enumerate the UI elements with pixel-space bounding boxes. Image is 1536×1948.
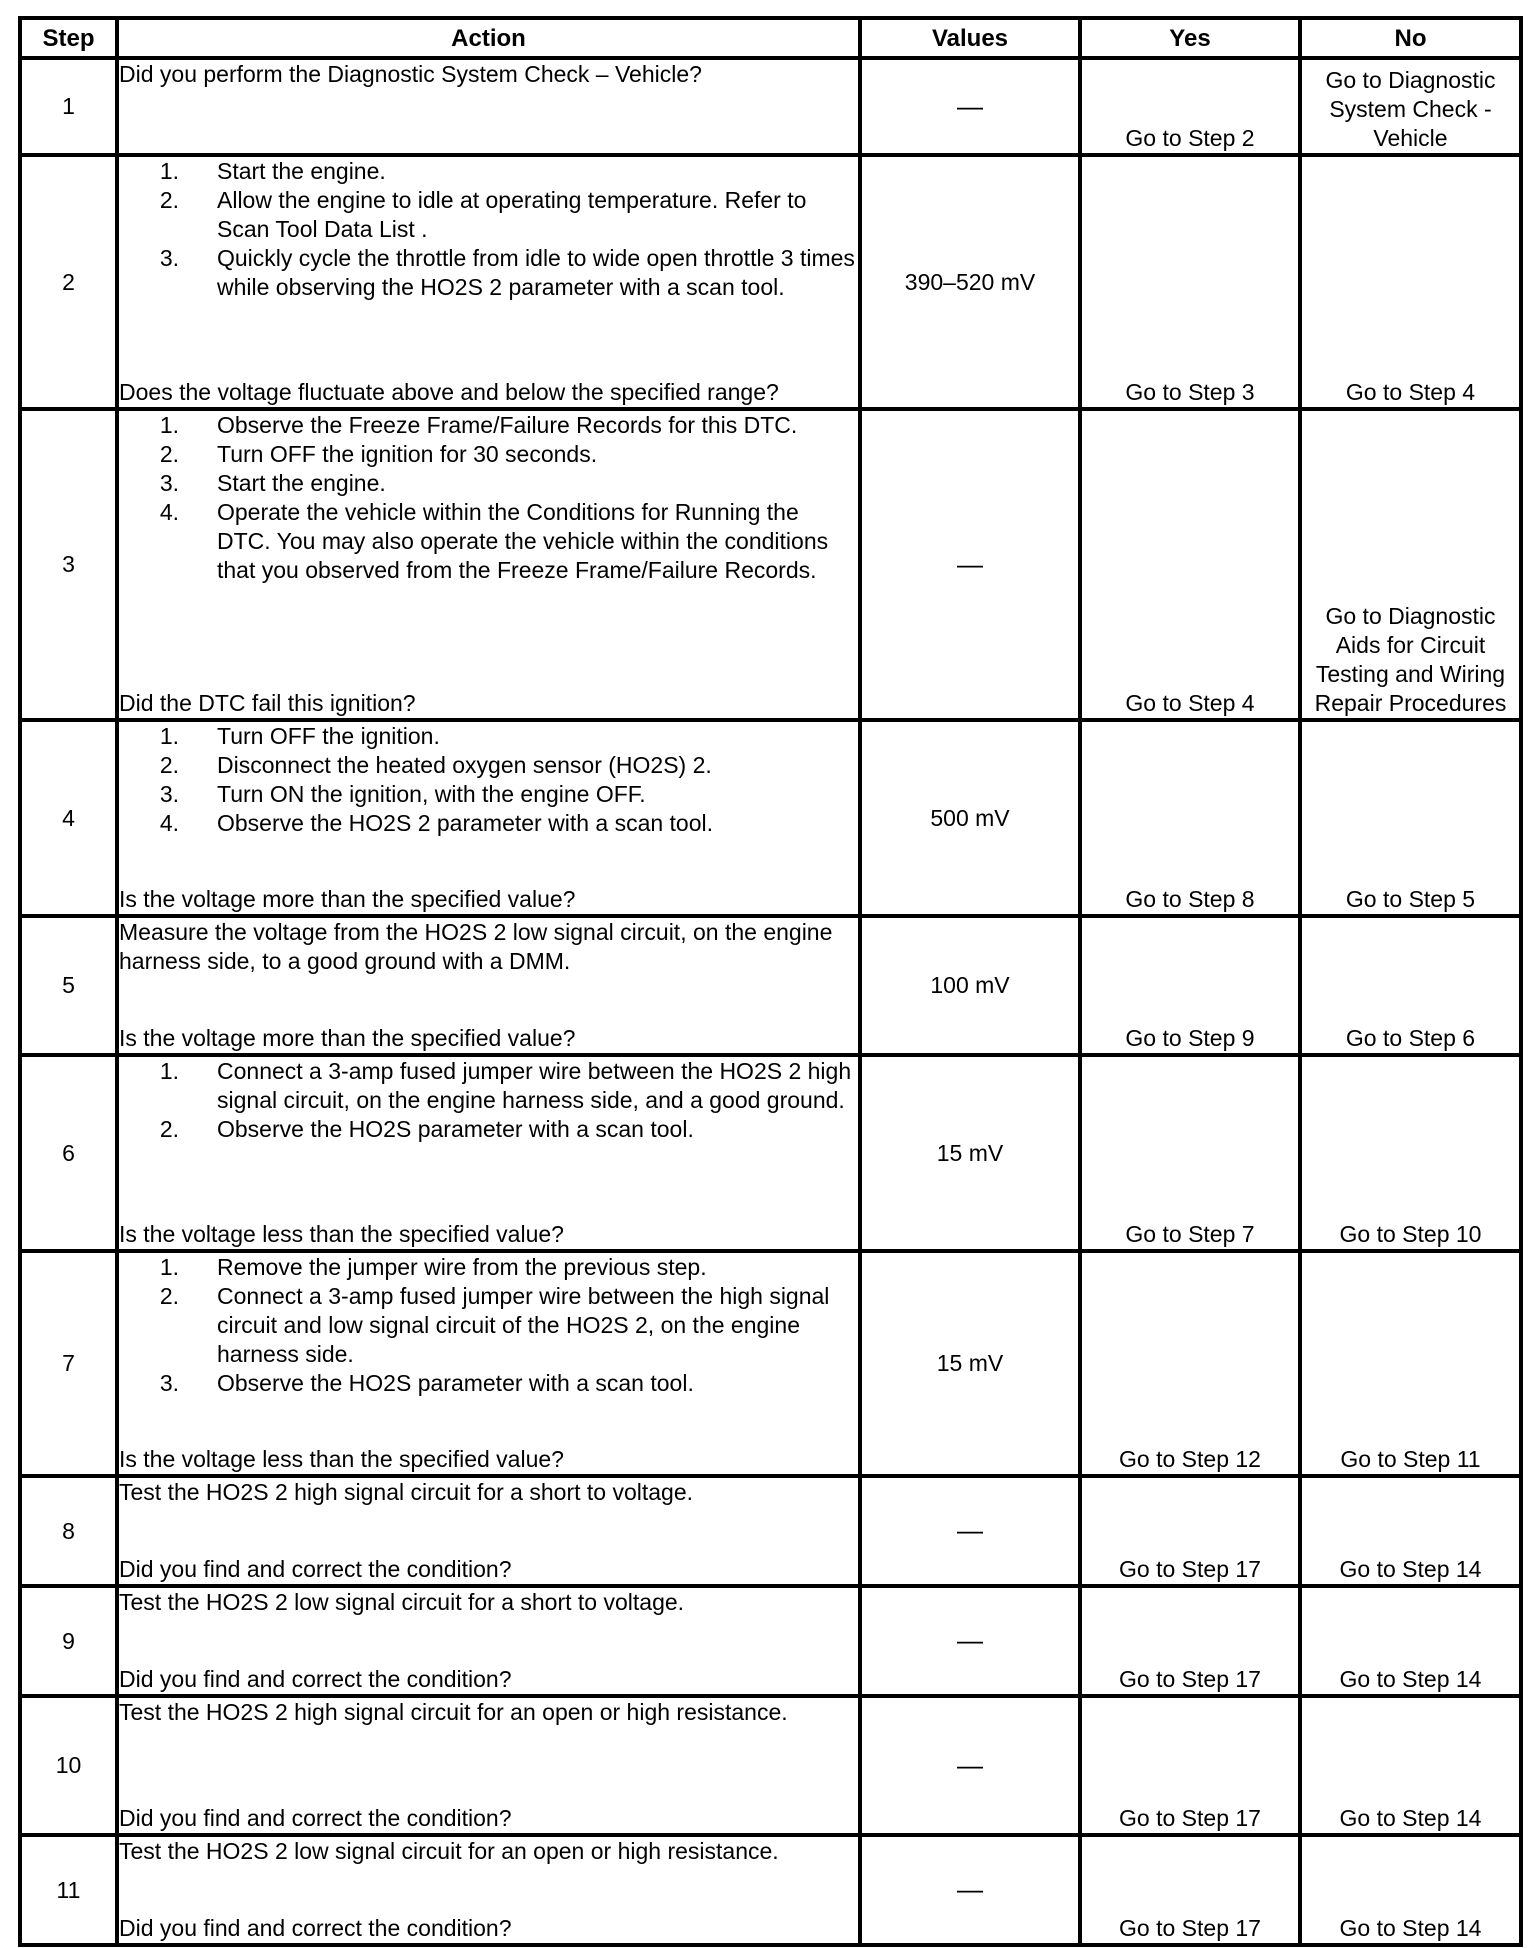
step-number: 6 (20, 1055, 117, 1251)
action-step-text: Remove the jumper wire from the previous step. (217, 1254, 707, 1280)
action-step-item (119, 440, 858, 469)
action-step-list (119, 157, 858, 302)
action-step-number: 3. (159, 1370, 179, 1396)
yes-go-to-link[interactable]: Go to Step 17 (1119, 1805, 1261, 1831)
action-body (119, 1588, 858, 1617)
table-row (20, 1476, 1521, 1586)
step-number: 10 (20, 1696, 117, 1835)
action-step-item (119, 186, 858, 244)
yes-go-to-link[interactable]: Go to Step 17 (1119, 1915, 1261, 1941)
action-step-list (119, 1057, 858, 1144)
yes-cell (1080, 916, 1300, 1055)
action-body (119, 1698, 858, 1727)
no-cell (1300, 1696, 1521, 1835)
action-content (119, 1253, 858, 1474)
action-step-number: 2. (159, 441, 179, 467)
action-step-number: 2. (159, 187, 179, 213)
action-instruction: Test the HO2S 2 high signal circuit for a short to voltage. (119, 1479, 694, 1505)
yes-cell (1080, 1586, 1300, 1696)
action-question: Does the voltage fluctuate above and below the specified range? (119, 379, 779, 405)
action-content (119, 1837, 858, 1943)
action-instruction: Test the HO2S 2 low signal circuit for a short to voltage. (119, 1589, 685, 1615)
action-step-item (119, 157, 858, 186)
table-row (20, 1251, 1521, 1476)
yes-cell (1080, 409, 1300, 720)
action-step-item (119, 244, 858, 302)
step-number: 2 (20, 155, 117, 409)
step-number: 3 (20, 409, 117, 720)
action-step-item (119, 1115, 858, 1144)
yes-cell (1080, 1696, 1300, 1835)
step-number: 11 (20, 1835, 117, 1945)
no-go-to-link[interactable]: Go to Step 4 (1345, 379, 1476, 405)
no-go-to-link[interactable]: Go to Diagnostic Aids for Circuit Testing and Wiring Repair Procedures (1314, 603, 1507, 716)
no-cell (1300, 1251, 1521, 1476)
value-cell (860, 58, 1080, 155)
action-body (119, 157, 858, 302)
no-cell (1300, 720, 1521, 916)
action-step-text: Start the engine. (217, 158, 386, 184)
action-step-number: 1. (159, 1254, 179, 1280)
value-cell (860, 1476, 1080, 1586)
table-row (20, 1586, 1521, 1696)
action-step-number: 3. (159, 781, 179, 807)
action-step-item (119, 1369, 858, 1398)
value-cell (860, 1055, 1080, 1251)
action-instruction: Measure the voltage from the HO2S 2 low signal circuit, on the engine harness side, to a good ground with a DMM. (119, 919, 833, 974)
value-cell (860, 720, 1080, 916)
no-cell (1300, 155, 1521, 409)
action-step-number: 3. (159, 245, 179, 271)
action-question: Is the voltage less than the specified value? (119, 1221, 564, 1247)
specified-value: 100 mV (930, 972, 1010, 998)
yes-go-to-link[interactable]: Go to Step 9 (1125, 1025, 1255, 1051)
action-body (119, 1253, 858, 1398)
specified-value: — (957, 1749, 983, 1780)
action-instruction: Did you perform the Diagnostic System Check – Vehicle? (119, 61, 702, 87)
table-row (20, 1835, 1521, 1945)
action-step-item (119, 498, 858, 585)
action-content (119, 157, 858, 407)
action-question: Did you find and correct the condition? (119, 1915, 512, 1941)
no-go-to-link[interactable]: Go to Step 14 (1339, 1805, 1482, 1831)
action-step-number: 4. (159, 810, 179, 836)
action-cell (117, 1251, 860, 1476)
action-content (119, 411, 858, 718)
action-step-text: Turn OFF the ignition for 30 seconds. (217, 441, 598, 467)
diagnostic-table (18, 16, 1523, 1947)
action-step-number: 2. (159, 752, 179, 778)
action-body (119, 60, 858, 89)
table-row (20, 1055, 1521, 1251)
no-cell (1300, 916, 1521, 1055)
action-step-text: Observe the HO2S parameter with a scan tool. (217, 1370, 694, 1396)
action-body (119, 918, 858, 976)
table-row (20, 155, 1521, 409)
action-step-number: 3. (159, 470, 179, 496)
yes-cell (1080, 155, 1300, 409)
action-step-item (119, 1282, 858, 1369)
action-instruction: Test the HO2S 2 high signal circuit for an open or high resistance. (119, 1699, 788, 1725)
action-cell (117, 1476, 860, 1586)
step-number: 5 (20, 916, 117, 1055)
action-body (119, 1837, 858, 1866)
action-content (119, 1588, 858, 1694)
action-step-item (119, 1057, 858, 1115)
value-cell (860, 1696, 1080, 1835)
yes-cell (1080, 720, 1300, 916)
specified-value: — (957, 1874, 983, 1904)
action-step-text: Quickly cycle the throttle from idle to wide open throttle 3 times while observing the HO2S 2 parameter with a scan tool. (217, 245, 855, 300)
action-body (119, 722, 858, 838)
no-go-to-link[interactable]: Go to Step 14 (1339, 1915, 1482, 1941)
action-cell (117, 916, 860, 1055)
action-cell (117, 720, 860, 916)
value-cell (860, 916, 1080, 1055)
action-step-item (119, 469, 858, 498)
table-row (20, 720, 1521, 916)
action-cell (117, 155, 860, 409)
yes-go-to-link[interactable]: Go to Step 2 (1125, 125, 1255, 151)
action-step-item (119, 751, 858, 780)
yes-cell (1080, 1251, 1300, 1476)
action-step-number: 1. (159, 723, 179, 749)
step-number: 4 (20, 720, 117, 916)
specified-value: 500 mV (930, 804, 1010, 831)
specified-value: — (957, 548, 983, 579)
no-go-to-link[interactable]: Go to Step 14 (1339, 1556, 1482, 1582)
no-cell (1300, 409, 1521, 720)
specified-value: — (957, 90, 983, 121)
step-number: 8 (20, 1476, 117, 1586)
no-cell (1300, 1055, 1521, 1251)
action-step-number: 2. (159, 1116, 179, 1142)
action-step-number: 2. (159, 1283, 179, 1309)
table-row (20, 916, 1521, 1055)
action-step-text: Turn ON the ignition, with the engine OFF. (217, 781, 646, 807)
action-body (119, 1478, 858, 1507)
action-step-item (119, 780, 858, 809)
action-step-item (119, 809, 858, 838)
step-number: 7 (20, 1251, 117, 1476)
action-step-list (119, 411, 858, 585)
no-go-to-link[interactable]: Go to Step 5 (1345, 886, 1476, 912)
specified-value: — (957, 1515, 983, 1545)
no-go-to-link[interactable]: Go to Diagnostic System Check - Vehicle (1325, 67, 1496, 151)
no-cell (1300, 58, 1521, 155)
action-step-number: 4. (159, 499, 179, 525)
header-yes: Yes (1080, 18, 1300, 58)
action-step-text: Allow the engine to idle at operating temperature. Refer to Scan Tool Data List . (217, 187, 807, 242)
yes-go-to-link[interactable]: Go to Step 4 (1125, 690, 1255, 716)
table-body (20, 58, 1521, 1945)
action-cell (117, 1055, 860, 1251)
value-cell (860, 409, 1080, 720)
action-step-text: Disconnect the heated oxygen sensor (HO2S) 2. (217, 752, 712, 778)
step-number: 1 (20, 58, 117, 155)
yes-cell (1080, 1835, 1300, 1945)
value-cell (860, 1835, 1080, 1945)
header-action: Action (117, 18, 860, 58)
action-cell (117, 409, 860, 720)
yes-cell (1080, 58, 1300, 155)
action-question: Is the voltage more than the specified value? (119, 1025, 576, 1051)
action-step-text: Turn OFF the ignition. (217, 723, 440, 749)
action-cell (117, 1835, 860, 1945)
action-body (119, 1057, 858, 1144)
action-step-text: Observe the HO2S 2 parameter with a scan tool. (217, 810, 714, 836)
action-step-list (119, 1253, 858, 1398)
yes-go-to-link[interactable]: Go to Step 17 (1119, 1666, 1261, 1692)
action-step-text: Observe the Freeze Frame/Failure Records for this DTC. (217, 412, 798, 438)
header-no: No (1300, 18, 1521, 58)
action-body (119, 411, 858, 585)
table-row (20, 58, 1521, 155)
yes-go-to-link[interactable]: Go to Step 3 (1125, 379, 1255, 405)
action-question: Is the voltage less than the specified value? (119, 1446, 564, 1472)
action-instruction: Test the HO2S 2 low signal circuit for an open or high resistance. (119, 1838, 779, 1864)
value-cell (860, 1586, 1080, 1696)
action-content (119, 1698, 858, 1833)
action-step-item (119, 1253, 858, 1282)
action-question: Is the voltage more than the specified value? (119, 886, 576, 912)
no-cell (1300, 1835, 1521, 1945)
yes-cell (1080, 1476, 1300, 1586)
action-question: Did you find and correct the condition? (119, 1556, 512, 1582)
no-cell (1300, 1476, 1521, 1586)
action-content (119, 722, 858, 914)
no-go-to-link[interactable]: Go to Step 14 (1339, 1666, 1482, 1692)
yes-go-to-link[interactable]: Go to Step 17 (1119, 1556, 1261, 1582)
table-row (20, 409, 1521, 720)
action-step-item (119, 722, 858, 751)
specified-value: 15 mV (936, 1350, 1004, 1376)
action-step-text: Start the engine. (217, 470, 386, 496)
action-step-item (119, 411, 858, 440)
action-content (119, 1057, 858, 1249)
yes-go-to-link[interactable]: Go to Step 12 (1119, 1446, 1261, 1472)
action-content (119, 1478, 858, 1584)
action-cell (117, 1696, 860, 1835)
specified-value: 15 mV (936, 1139, 1004, 1166)
action-cell (117, 58, 860, 155)
header-step: Step (20, 18, 117, 58)
action-step-text: Observe the HO2S parameter with a scan tool. (217, 1116, 694, 1142)
yes-cell (1080, 1055, 1300, 1251)
specified-value: — (957, 1625, 983, 1655)
action-step-list (119, 722, 858, 838)
no-go-to-link[interactable]: Go to Step 10 (1339, 1221, 1482, 1247)
action-step-number: 1. (159, 412, 179, 438)
step-number: 9 (20, 1586, 117, 1696)
header-values: Values (860, 18, 1080, 58)
action-content (119, 918, 858, 1053)
action-step-number: 1. (159, 158, 179, 184)
no-cell (1300, 1586, 1521, 1696)
table-row (20, 1696, 1521, 1835)
action-question: Did you find and correct the condition? (119, 1666, 512, 1692)
action-content (119, 60, 858, 153)
action-step-text: Operate the vehicle within the Conditions for Running the DTC. You may also operate the vehicle within the conditions that you observed from the Freeze Frame/Failure Records. (217, 499, 829, 583)
value-cell (860, 155, 1080, 409)
action-step-text: Connect a 3-amp fused jumper wire between the high signal circuit and low signal circuit of the HO2S 2, on the engine harness side. (217, 1283, 830, 1367)
yes-go-to-link[interactable]: Go to Step 8 (1125, 886, 1255, 912)
header-row (20, 18, 1521, 58)
action-step-number: 1. (159, 1058, 179, 1084)
action-question: Did the DTC fail this ignition? (119, 690, 416, 716)
yes-go-to-link[interactable]: Go to Step 7 (1125, 1221, 1255, 1247)
no-go-to-link[interactable]: Go to Step 11 (1340, 1446, 1481, 1472)
value-cell (860, 1251, 1080, 1476)
action-cell (117, 1586, 860, 1696)
action-question: Did you find and correct the condition? (119, 1805, 512, 1831)
action-step-text: Connect a 3-amp fused jumper wire between the HO2S 2 high signal circuit, on the engine harness side, and a good ground. (217, 1058, 852, 1113)
no-go-to-link[interactable]: Go to Step 6 (1345, 1025, 1476, 1051)
specified-value: 390–520 mV (904, 268, 1036, 295)
